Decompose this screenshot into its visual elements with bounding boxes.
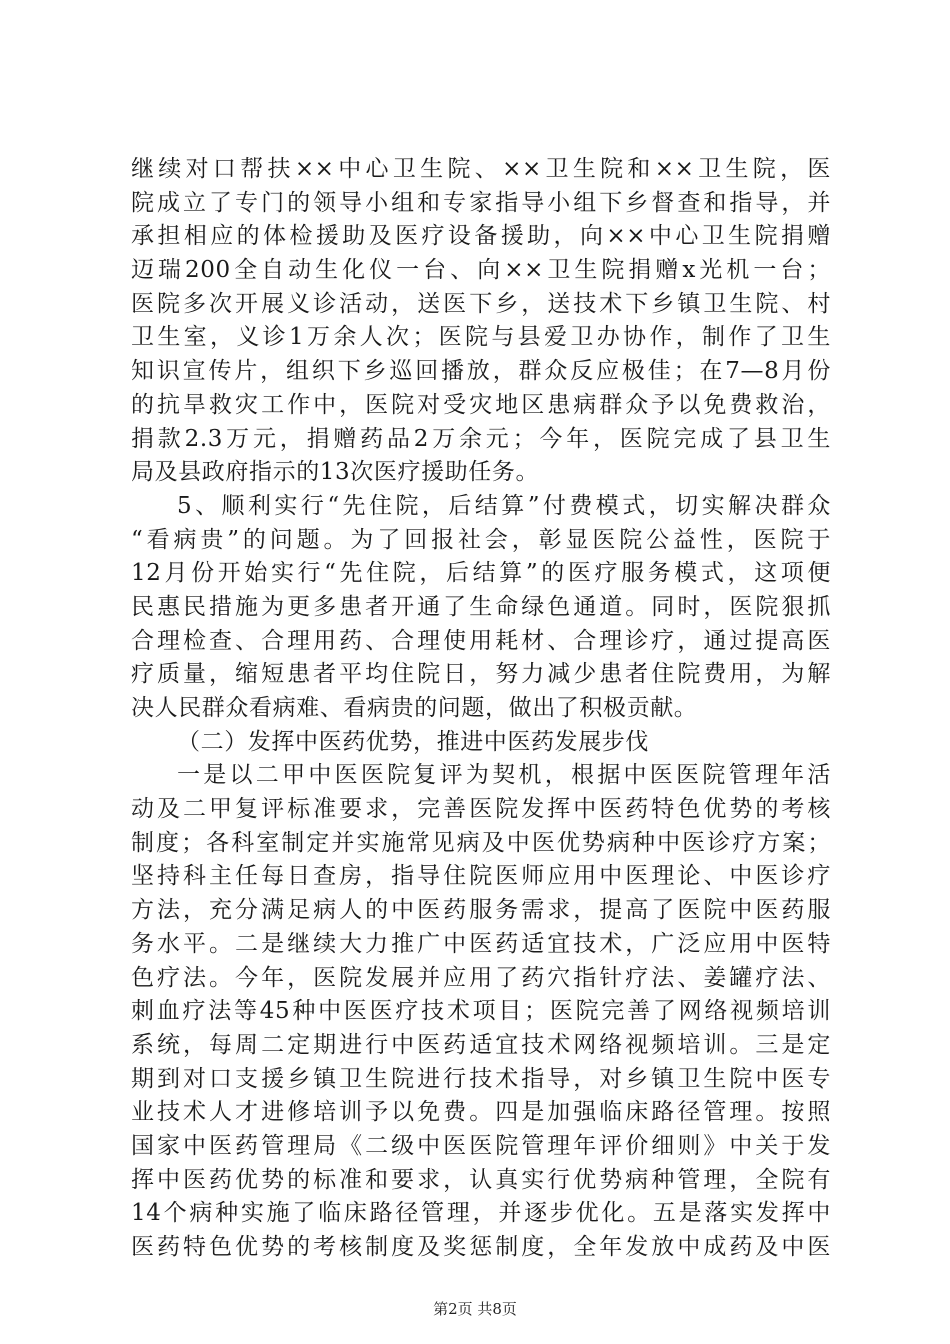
text-line: 刺血疗法等45种中医医疗技术项目；医院完善了网络视频培训 <box>131 998 831 1025</box>
text-line: 的抗旱救灾工作中，医院对受灾地区患病群众予以免费救治， <box>131 391 831 418</box>
page-footer: 第2页 共8页 <box>433 1300 517 1318</box>
text-line: 12月份开始实行“先住院，后结算”的医疗服务模式，这项便 <box>131 560 831 587</box>
text-line: 5、顺利实行“先住院，后结算”付费模式，切实解决群众 <box>177 492 831 519</box>
text-line: 承担相应的体检援助及医疗设备援助，向××中心卫生院捐赠 <box>131 223 831 250</box>
text-line: 合理检查、合理用药、合理使用耗材、合理诊疗，通过提高医 <box>131 627 831 654</box>
text-line: 国家中医药管理局《二级中医医院管理年评价细则》中关于发 <box>131 1132 831 1159</box>
text-line: 一是以二甲中医医院复评为契机，根据中医医院管理年活 <box>177 762 831 789</box>
text-line: 院成立了专门的领导小组和专家指导小组下乡督查和指导，并 <box>131 189 831 216</box>
text-line: 系统，每周二定期进行中医药适宜技术网络视频培训。三是定 <box>131 1031 831 1058</box>
text-line: 继续对口帮扶××中心卫生院、××卫生院和××卫生院，医 <box>131 156 831 182</box>
text-line: 迈瑞200全自动生化仪一台、向××卫生院捐赠x光机一台； <box>131 257 831 284</box>
text-line: 业技术人才进修培训予以免费。四是加强临床路径管理。按照 <box>131 1099 831 1126</box>
text-line: 医院多次开展义诊活动，送医下乡，送技术下乡镇卫生院、村 <box>131 290 831 317</box>
text-line: （二）发挥中医药优势，推进中医药发展步伐 <box>177 728 649 755</box>
text-line: 捐款2.3万元，捐赠药品2万余元；今年，医院完成了县卫生 <box>131 425 831 452</box>
text-line: 知识宣传片，组织下乡巡回播放，群众反应极佳；在7—8月份 <box>131 358 831 385</box>
text-line: 疗质量，缩短患者平均住院日，努力减少患者住院费用，为解 <box>131 661 831 688</box>
text-line: 民惠民措施为更多患者开通了生命绿色通道。同时，医院狠抓 <box>131 593 831 620</box>
text-line: 色疗法。今年，医院发展并应用了药穴指针疗法、姜罐疗法、 <box>131 964 831 991</box>
text-line: 医药特色优势的考核制度及奖惩制度，全年发放中成药及中医 <box>131 1234 831 1260</box>
text-line: 务水平。二是继续大力推广中医药适宜技术，广泛应用中医特 <box>131 930 831 957</box>
text-line: 挥中医药优势的标准和要求，认真实行优势病种管理，全院有 <box>131 1166 831 1193</box>
text-line: 局及县政府指示的13次医疗援助任务。 <box>131 459 540 486</box>
text-line: “看病贵”的问题。为了回报社会，彰显医院公益性，医院于 <box>131 526 831 553</box>
text-line: 14个病种实施了临床路径管理，并逐步优化。五是落实发挥中 <box>131 1200 831 1227</box>
text-line: 坚持科主任每日查房，指导住院医师应用中医理论、中医诊疗 <box>131 863 831 890</box>
text-line: 期到对口支援乡镇卫生院进行技术指导，对乡镇卫生院中医专 <box>131 1065 831 1092</box>
text-line: 制度；各科室制定并实施常见病及中医优势病种中医诊疗方案； <box>131 829 831 856</box>
text-line: 卫生室，义诊1万余人次；医院与县爱卫办协作，制作了卫生 <box>131 324 831 351</box>
text-line: 方法，充分满足病人的中医药服务需求，提高了医院中医药服 <box>131 897 831 924</box>
document-body <box>131 153 831 1265</box>
text-line: 决人民群众看病难、看病贵的问题，做出了积极贡献。 <box>131 695 698 721</box>
text-line: 动及二甲复评标准要求，完善医院发挥中医药特色优势的考核 <box>131 796 831 823</box>
